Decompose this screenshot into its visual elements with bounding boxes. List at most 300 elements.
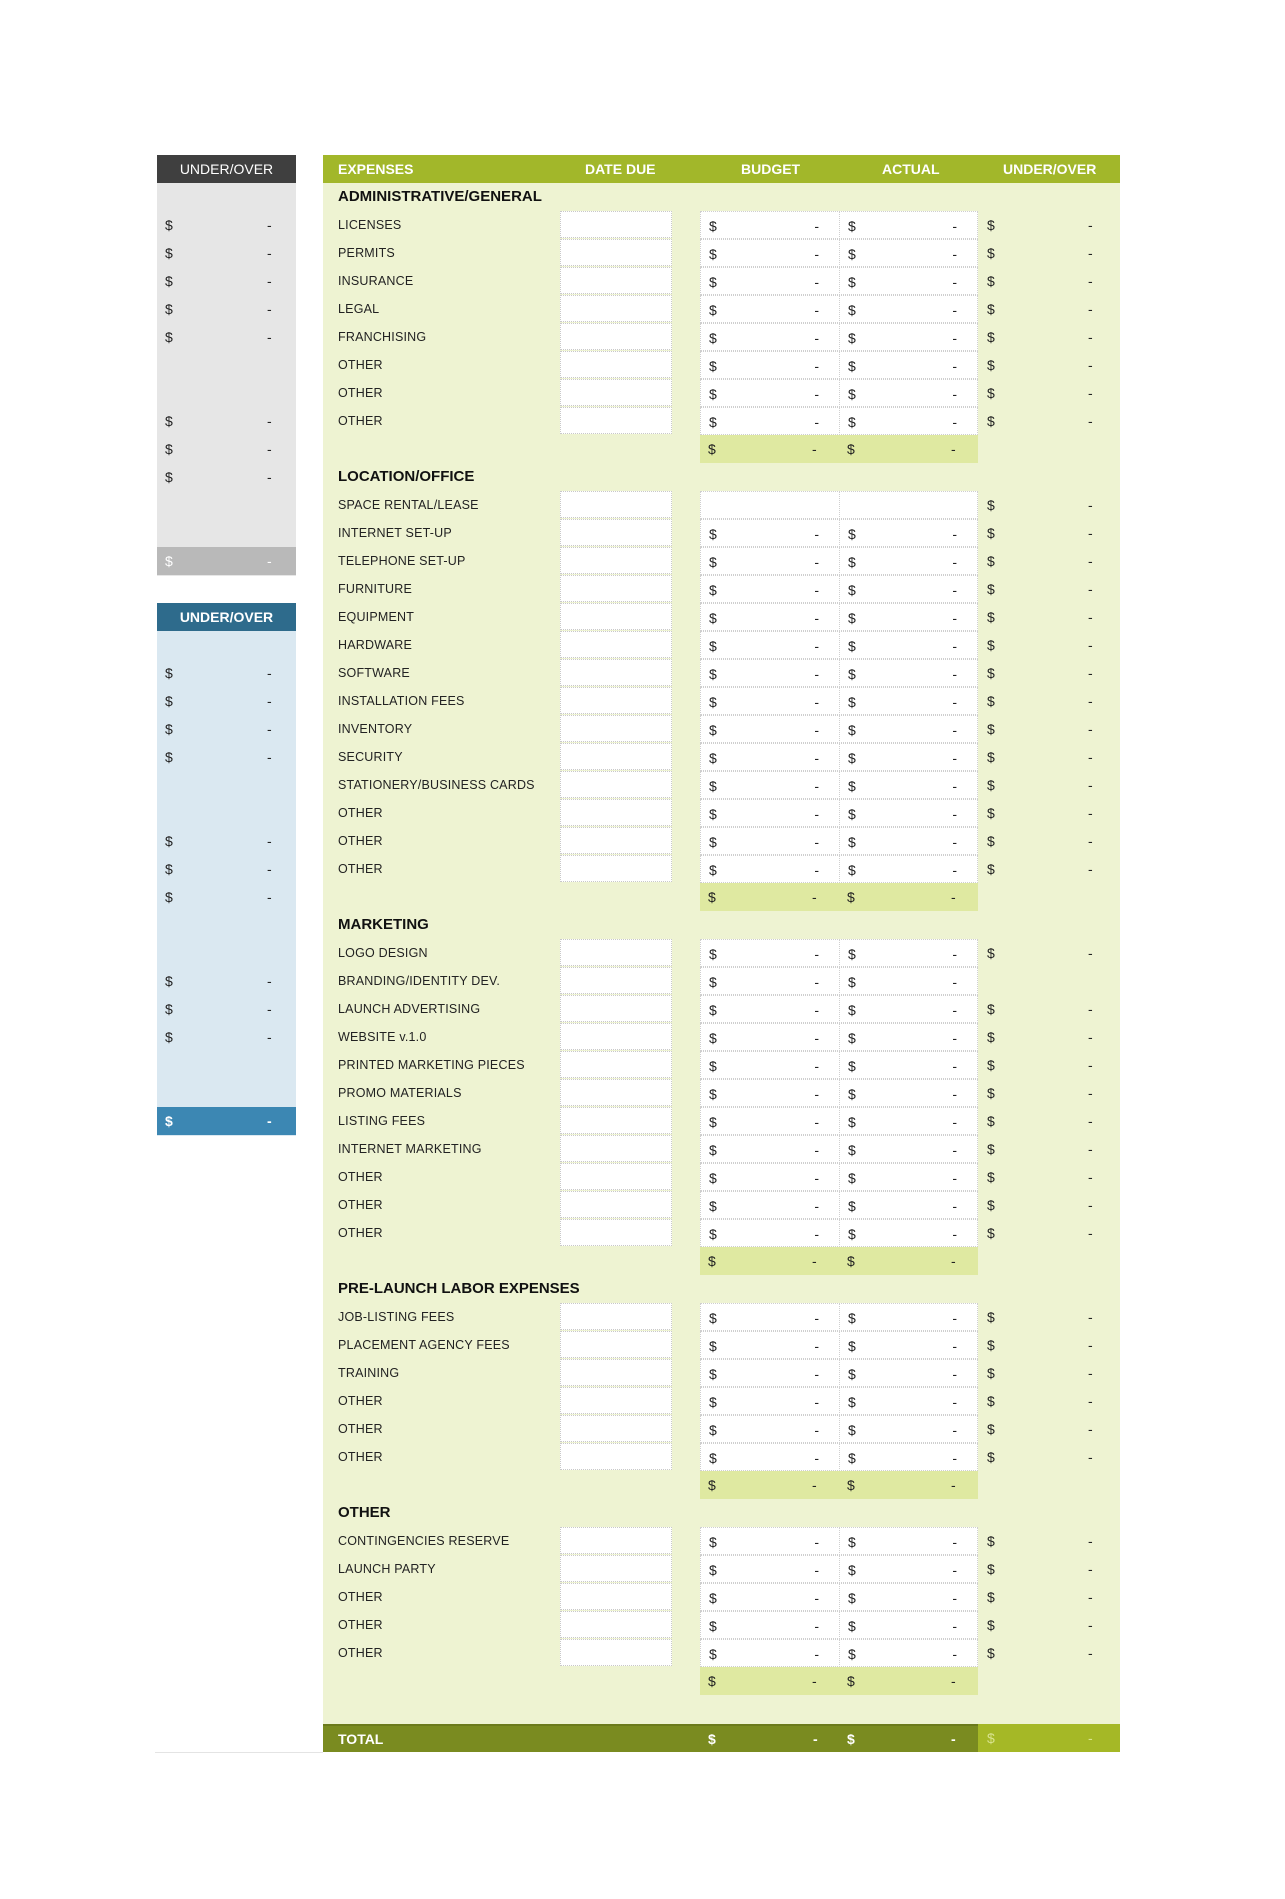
date-due-cell[interactable] <box>560 687 672 714</box>
under-over-value: - <box>1088 609 1093 625</box>
under-over-value: - <box>1088 1365 1093 1381</box>
currency-symbol: $ <box>987 693 995 709</box>
currency-symbol: $ <box>709 358 717 374</box>
date-due-cell[interactable] <box>560 967 672 994</box>
expense-item-label: INVENTORY <box>338 722 413 736</box>
section-subtotal-row <box>700 1247 978 1275</box>
currency-symbol: $ <box>848 1142 856 1158</box>
date-due-cell[interactable] <box>560 1415 672 1442</box>
budget-cell[interactable] <box>700 995 840 1023</box>
budget-cell[interactable] <box>700 1527 840 1555</box>
under-over-value: - <box>267 301 272 317</box>
budget-cell[interactable] <box>700 323 840 351</box>
currency-symbol: $ <box>987 609 995 625</box>
date-due-cell[interactable] <box>560 1135 672 1162</box>
expense-item-label: SOFTWARE <box>338 666 410 680</box>
budget-cell[interactable] <box>700 351 840 379</box>
under-over-value: - <box>267 973 272 989</box>
budget-cell[interactable] <box>700 1611 840 1639</box>
date-due-cell[interactable] <box>560 659 672 686</box>
actual-value: - <box>952 1114 957 1130</box>
actual-value: - <box>952 1450 957 1466</box>
subtotal-actual: - <box>951 1673 956 1689</box>
expense-item-label: OTHER <box>338 806 383 820</box>
date-due-cell[interactable] <box>560 1387 672 1414</box>
currency-symbol: $ <box>987 525 995 541</box>
currency-symbol: $ <box>709 694 717 710</box>
date-due-cell[interactable] <box>560 295 672 322</box>
actual-value: - <box>952 1310 957 1326</box>
under-over-summary-row <box>157 295 296 323</box>
under-over-value: - <box>1088 1533 1093 1549</box>
date-due-cell[interactable] <box>560 1107 672 1134</box>
currency-symbol: $ <box>708 1731 716 1747</box>
actual-cell[interactable] <box>839 967 978 995</box>
under-over-cell <box>978 1611 1120 1639</box>
budget-cell[interactable] <box>700 1303 840 1331</box>
budget-cell[interactable] <box>700 1163 840 1191</box>
budget-cell[interactable] <box>700 295 840 323</box>
date-due-cell[interactable] <box>560 323 672 350</box>
actual-cell[interactable] <box>839 1527 978 1555</box>
under-over-cell <box>978 1219 1120 1247</box>
currency-symbol: $ <box>847 1477 855 1493</box>
expense-item-label: TELEPHONE SET-UP <box>338 554 466 568</box>
actual-cell[interactable] <box>839 1359 978 1387</box>
expense-item-label: OTHER <box>338 1394 383 1408</box>
actual-cell[interactable] <box>839 547 978 575</box>
under-over-value: - <box>1088 1085 1093 1101</box>
date-due-cell[interactable] <box>560 519 672 546</box>
budget-cell[interactable] <box>700 1387 840 1415</box>
date-due-cell[interactable] <box>560 771 672 798</box>
actual-cell[interactable] <box>839 631 978 659</box>
budget-cell[interactable] <box>700 211 840 239</box>
under-over-cell <box>978 1331 1120 1359</box>
currency-symbol: $ <box>709 1646 717 1662</box>
budget-cell[interactable] <box>700 967 840 995</box>
under-over-value: - <box>1088 273 1093 289</box>
under-over-summary-row <box>157 743 296 771</box>
budget-cell[interactable] <box>700 771 840 799</box>
actual-cell[interactable] <box>839 1443 978 1471</box>
under-over-value: - <box>1088 1225 1093 1241</box>
budget-cell[interactable] <box>700 379 840 407</box>
date-due-cell[interactable] <box>560 827 672 854</box>
budget-cell[interactable] <box>700 827 840 855</box>
section-subtotal-row <box>700 435 978 463</box>
under-over-value: - <box>1088 1309 1093 1325</box>
currency-symbol: $ <box>165 749 173 765</box>
expense-item-label: INSURANCE <box>338 274 414 288</box>
actual-cell[interactable] <box>839 771 978 799</box>
currency-symbol: $ <box>848 1618 856 1634</box>
actual-cell[interactable] <box>839 939 978 967</box>
actual-cell[interactable] <box>839 1079 978 1107</box>
actual-cell[interactable] <box>839 1303 978 1331</box>
actual-cell[interactable] <box>839 743 978 771</box>
budget-cell[interactable] <box>700 1555 840 1583</box>
budget-cell[interactable] <box>700 603 840 631</box>
actual-value: - <box>952 1338 957 1354</box>
date-due-cell[interactable] <box>560 1331 672 1358</box>
currency-symbol: $ <box>848 1170 856 1186</box>
budget-value: - <box>814 1562 819 1578</box>
budget-cell[interactable] <box>700 939 840 967</box>
currency-symbol: $ <box>709 1366 717 1382</box>
budget-value: - <box>814 302 819 318</box>
budget-cell[interactable] <box>700 519 840 547</box>
budget-cell[interactable] <box>700 631 840 659</box>
under-over-cell <box>978 1163 1120 1191</box>
under-over-value: - <box>1088 553 1093 569</box>
actual-cell[interactable] <box>839 827 978 855</box>
budget-cell[interactable] <box>700 1639 840 1667</box>
under-over-value: - <box>1088 749 1093 765</box>
budget-cell[interactable] <box>700 1415 840 1443</box>
actual-cell[interactable] <box>839 855 978 883</box>
under-over-cell <box>978 771 1120 799</box>
currency-symbol: $ <box>847 1731 855 1747</box>
left-panel-blue-header: UNDER/OVER <box>157 603 296 631</box>
actual-cell[interactable] <box>839 799 978 827</box>
date-due-cell[interactable] <box>560 1163 672 1190</box>
budget-cell[interactable] <box>700 1583 840 1611</box>
under-over-value: - <box>267 469 272 485</box>
budget-value: - <box>814 1030 819 1046</box>
currency-symbol: $ <box>709 582 717 598</box>
under-over-value: - <box>267 749 272 765</box>
date-due-cell[interactable] <box>560 1555 672 1582</box>
under-over-summary-row <box>157 715 296 743</box>
actual-value: - <box>952 218 957 234</box>
currency-symbol: $ <box>848 302 856 318</box>
currency-symbol: $ <box>848 666 856 682</box>
budget-value: - <box>814 274 819 290</box>
date-due-cell[interactable] <box>560 1051 672 1078</box>
budget-cell[interactable] <box>700 239 840 267</box>
expense-item-label: OTHER <box>338 1618 383 1632</box>
under-over-value: - <box>267 889 272 905</box>
expense-item-label: EQUIPMENT <box>338 610 415 624</box>
budget-cell[interactable] <box>700 1443 840 1471</box>
currency-symbol: $ <box>848 1030 856 1046</box>
currency-symbol: $ <box>848 554 856 570</box>
expense-item-label: OTHER <box>338 358 383 372</box>
budget-cell[interactable] <box>700 1079 840 1107</box>
under-over-cell <box>978 1555 1120 1583</box>
budget-cell[interactable] <box>700 575 840 603</box>
date-due-cell[interactable] <box>560 995 672 1022</box>
total-label: TOTAL <box>338 1731 384 1747</box>
budget-value: - <box>814 358 819 374</box>
left-panel-gray-header: UNDER/OVER <box>157 155 296 183</box>
currency-symbol: $ <box>848 834 856 850</box>
budget-cell[interactable] <box>700 855 840 883</box>
budget-cell[interactable] <box>700 1023 840 1051</box>
currency-symbol: $ <box>987 1589 995 1605</box>
currency-symbol: $ <box>709 1338 717 1354</box>
date-due-cell[interactable] <box>560 1443 672 1470</box>
section-title: LOCATION/OFFICE <box>338 468 475 485</box>
budget-value: - <box>814 1590 819 1606</box>
date-due-cell[interactable] <box>560 939 672 966</box>
expense-item-label: OTHER <box>338 1226 383 1240</box>
actual-cell[interactable] <box>839 519 978 547</box>
under-over-value: - <box>1088 777 1093 793</box>
under-over-value: - <box>1088 1645 1093 1661</box>
date-due-cell[interactable] <box>560 351 672 378</box>
date-due-cell[interactable] <box>560 547 672 574</box>
budget-value: - <box>814 778 819 794</box>
budget-value: - <box>814 806 819 822</box>
actual-cell[interactable] <box>839 1219 978 1247</box>
currency-symbol: $ <box>165 413 173 429</box>
expense-item-label: LICENSES <box>338 218 402 232</box>
under-over-summary-row <box>157 855 296 883</box>
under-over-value: - <box>1088 1113 1093 1129</box>
budget-cell[interactable] <box>700 659 840 687</box>
budget-cell[interactable] <box>700 547 840 575</box>
under-over-value: - <box>1088 1421 1093 1437</box>
under-over-value: - <box>267 1001 272 1017</box>
actual-cell[interactable] <box>839 323 978 351</box>
actual-value: - <box>952 778 957 794</box>
currency-symbol: $ <box>709 1002 717 1018</box>
budget-value: - <box>814 246 819 262</box>
under-over-cell <box>978 715 1120 743</box>
expense-item-label: TRAINING <box>338 1366 400 1380</box>
expense-item-label: OTHER <box>338 1422 383 1436</box>
actual-cell[interactable] <box>839 211 978 239</box>
expense-item-label: HARDWARE <box>338 638 413 652</box>
actual-cell[interactable] <box>839 407 978 435</box>
currency-symbol: $ <box>987 273 995 289</box>
budget-cell[interactable] <box>700 1219 840 1247</box>
currency-symbol: $ <box>848 806 856 822</box>
actual-cell[interactable] <box>839 575 978 603</box>
expense-item-label: FURNITURE <box>338 582 413 596</box>
under-over-cell <box>978 1527 1120 1555</box>
actual-cell[interactable] <box>839 239 978 267</box>
actual-cell[interactable] <box>839 267 978 295</box>
budget-cell[interactable] <box>700 491 840 519</box>
under-over-value: - <box>267 693 272 709</box>
subtotal-budget: - <box>812 1253 817 1269</box>
actual-cell[interactable] <box>839 1191 978 1219</box>
currency-symbol: $ <box>709 778 717 794</box>
under-over-summary-row <box>157 463 296 491</box>
actual-value: - <box>952 1086 957 1102</box>
currency-symbol: $ <box>848 862 856 878</box>
actual-value: - <box>952 974 957 990</box>
budget-cell[interactable] <box>700 1191 840 1219</box>
budget-value: - <box>814 862 819 878</box>
budget-cell[interactable] <box>700 1051 840 1079</box>
actual-cell[interactable] <box>839 1023 978 1051</box>
actual-cell[interactable] <box>839 1611 978 1639</box>
budget-value: - <box>814 526 819 542</box>
budget-cell[interactable] <box>700 1135 840 1163</box>
actual-value: - <box>952 414 957 430</box>
currency-symbol: $ <box>987 1197 995 1213</box>
date-due-cell[interactable] <box>560 715 672 742</box>
budget-cell[interactable] <box>700 267 840 295</box>
currency-symbol: $ <box>987 1169 995 1185</box>
under-over-value: - <box>267 721 272 737</box>
expense-item-label: OTHER <box>338 414 383 428</box>
section-title: ADMINISTRATIVE/GENERAL <box>338 188 542 205</box>
expense-item-label: BRANDING/IDENTITY DEV. <box>338 974 501 988</box>
actual-cell[interactable] <box>839 351 978 379</box>
expense-item-label: OTHER <box>338 1198 383 1212</box>
column-header-under-over: UNDER/OVER <box>1003 161 1097 177</box>
grand-total-row <box>323 1724 978 1752</box>
under-over-value: - <box>1088 525 1093 541</box>
actual-cell[interactable] <box>839 1639 978 1667</box>
actual-value: - <box>952 1590 957 1606</box>
currency-symbol: $ <box>848 218 856 234</box>
actual-cell[interactable] <box>839 715 978 743</box>
currency-symbol: $ <box>987 1617 995 1633</box>
currency-symbol: $ <box>848 1058 856 1074</box>
actual-value: - <box>952 1394 957 1410</box>
date-due-cell[interactable] <box>560 491 672 518</box>
actual-cell[interactable] <box>839 1163 978 1191</box>
date-due-cell[interactable] <box>560 211 672 238</box>
date-due-cell[interactable] <box>560 1527 672 1554</box>
currency-symbol: $ <box>709 862 717 878</box>
date-due-cell[interactable] <box>560 855 672 882</box>
actual-cell[interactable] <box>839 1555 978 1583</box>
under-over-cell <box>978 211 1120 239</box>
currency-symbol: $ <box>709 610 717 626</box>
budget-cell[interactable] <box>700 1331 840 1359</box>
currency-symbol: $ <box>987 1141 995 1157</box>
expense-item-label: FRANCHISING <box>338 330 427 344</box>
currency-symbol: $ <box>987 581 995 597</box>
currency-symbol: $ <box>987 357 995 373</box>
actual-value: - <box>952 1142 957 1158</box>
currency-symbol: $ <box>987 861 995 877</box>
currency-symbol: $ <box>165 469 173 485</box>
budget-cell[interactable] <box>700 1107 840 1135</box>
date-due-cell[interactable] <box>560 603 672 630</box>
currency-symbol: $ <box>848 386 856 402</box>
under-over-cell <box>978 1135 1120 1163</box>
actual-cell[interactable] <box>839 1415 978 1443</box>
date-due-cell[interactable] <box>560 743 672 770</box>
actual-cell[interactable] <box>839 995 978 1023</box>
expense-item-label: OTHER <box>338 1646 383 1660</box>
date-due-cell[interactable] <box>560 1611 672 1638</box>
date-due-cell[interactable] <box>560 1079 672 1106</box>
actual-cell[interactable] <box>839 687 978 715</box>
currency-symbol: $ <box>987 1561 995 1577</box>
budget-cell[interactable] <box>700 687 840 715</box>
budget-value: - <box>814 386 819 402</box>
under-over-cell <box>978 743 1120 771</box>
under-over-value: - <box>267 413 272 429</box>
under-over-value: - <box>1088 1169 1093 1185</box>
date-due-cell[interactable] <box>560 1023 672 1050</box>
budget-cell[interactable] <box>700 743 840 771</box>
date-due-cell[interactable] <box>560 1219 672 1246</box>
actual-cell[interactable] <box>839 1583 978 1611</box>
currency-symbol: $ <box>709 1534 717 1550</box>
budget-value: - <box>814 1338 819 1354</box>
currency-symbol: $ <box>709 302 717 318</box>
actual-cell[interactable] <box>839 1107 978 1135</box>
actual-cell[interactable] <box>839 1331 978 1359</box>
date-due-cell[interactable] <box>560 1303 672 1330</box>
currency-symbol: $ <box>848 330 856 346</box>
currency-symbol: $ <box>848 1450 856 1466</box>
under-over-value: - <box>1088 357 1093 373</box>
currency-symbol: $ <box>987 777 995 793</box>
currency-symbol: $ <box>709 274 717 290</box>
actual-cell[interactable] <box>839 1135 978 1163</box>
currency-symbol: $ <box>709 386 717 402</box>
budget-cell[interactable] <box>700 407 840 435</box>
expense-item-label: INTERNET MARKETING <box>338 1142 482 1156</box>
date-due-cell[interactable] <box>560 267 672 294</box>
date-due-cell[interactable] <box>560 1583 672 1610</box>
actual-cell[interactable] <box>839 1387 978 1415</box>
under-over-cell <box>978 575 1120 603</box>
actual-cell[interactable] <box>839 603 978 631</box>
date-due-cell[interactable] <box>560 799 672 826</box>
actual-value: - <box>952 386 957 402</box>
actual-cell[interactable] <box>839 295 978 323</box>
under-over-cell <box>978 1583 1120 1611</box>
under-over-value: - <box>1088 693 1093 709</box>
under-over-value: - <box>1088 945 1093 961</box>
currency-symbol: $ <box>987 637 995 653</box>
date-due-cell[interactable] <box>560 407 672 434</box>
date-due-cell[interactable] <box>560 631 672 658</box>
actual-value: - <box>952 750 957 766</box>
currency-symbol: $ <box>709 1590 717 1606</box>
currency-symbol: $ <box>709 974 717 990</box>
currency-symbol: $ <box>987 1730 995 1746</box>
budget-cell[interactable] <box>700 1359 840 1387</box>
actual-value: - <box>952 722 957 738</box>
currency-symbol: $ <box>987 749 995 765</box>
date-due-cell[interactable] <box>560 1359 672 1386</box>
actual-cell[interactable] <box>839 1051 978 1079</box>
actual-value: - <box>952 1618 957 1634</box>
currency-symbol: $ <box>709 666 717 682</box>
budget-value: - <box>814 1618 819 1634</box>
actual-cell[interactable] <box>839 491 978 519</box>
date-due-cell[interactable] <box>560 1639 672 1666</box>
currency-symbol: $ <box>709 1422 717 1438</box>
grand-total-under-over <box>978 1724 1120 1752</box>
date-due-cell[interactable] <box>560 379 672 406</box>
currency-symbol: $ <box>709 1170 717 1186</box>
under-over-summary-row <box>157 323 296 351</box>
date-due-cell[interactable] <box>560 239 672 266</box>
actual-cell[interactable] <box>839 379 978 407</box>
budget-cell[interactable] <box>700 715 840 743</box>
date-due-cell[interactable] <box>560 575 672 602</box>
budget-cell[interactable] <box>700 799 840 827</box>
total-budget: - <box>813 1731 818 1747</box>
date-due-cell[interactable] <box>560 1191 672 1218</box>
actual-value: - <box>952 1198 957 1214</box>
actual-cell[interactable] <box>839 659 978 687</box>
